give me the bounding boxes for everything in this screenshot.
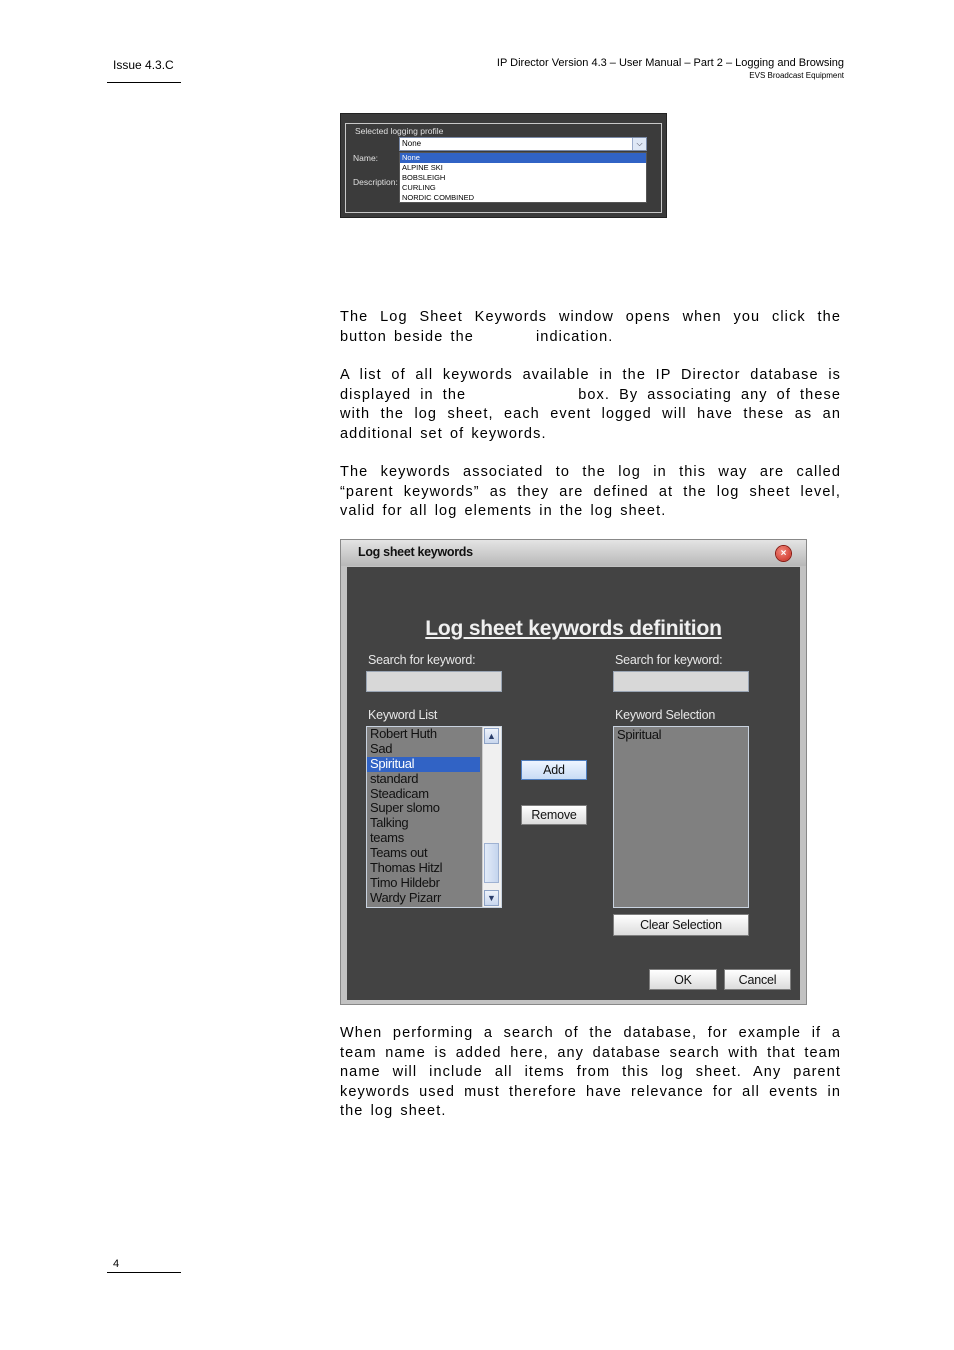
keyword-list[interactable] — [366, 726, 502, 908]
issue-label: Issue 4.3.C — [113, 58, 174, 72]
footer-rule — [107, 1272, 181, 1273]
paragraph-1-end: indication. — [535, 328, 614, 345]
dialog-heading: Log sheet keywords definition — [425, 617, 722, 640]
profile-description-label: Description: — [353, 177, 398, 187]
paragraph-4: When performing a search of the database, for example if a team name is added here, any database search with that team name will include all items from this log sheet. Any parent keywords used must therefore have relevance for all events in the log sheet. — [340, 1025, 841, 1119]
keyword-item[interactable]: teams — [370, 830, 404, 846]
company-name: EVS Broadcast Equipment — [749, 71, 844, 80]
page-number: 4 — [113, 1258, 120, 1270]
paragraph-2-start: A list of all keywords available in the IP Director database is displayed in the — [340, 367, 841, 403]
paragraph-2-end: box. By associating any of these with the log sheet, each event logged will have these as an additional set of keywords. — [340, 386, 841, 442]
add-button[interactable]: Add — [521, 760, 587, 780]
search-right-input[interactable] — [613, 671, 749, 692]
keyword-item[interactable]: Wardy Pizarr — [370, 889, 442, 905]
keyword-item[interactable]: Steadicam — [370, 785, 429, 801]
search-right-label: Search for keyword: — [615, 653, 723, 667]
keyword-item[interactable]: Teams out — [370, 845, 428, 861]
chevron-down-icon[interactable]: ⌵ — [632, 138, 646, 150]
keyword-item[interactable]: Super slomo — [370, 800, 440, 816]
cancel-button[interactable]: Cancel — [724, 969, 791, 990]
dialog-titlebar[interactable] — [341, 540, 806, 566]
keyword-item[interactable]: Sad — [370, 740, 393, 756]
profile-option[interactable]: NORDIC COMBINED — [402, 193, 475, 202]
search-left-input[interactable] — [366, 671, 502, 692]
logging-profile-screenshot — [340, 113, 667, 218]
paragraph-3: The keywords associated to the log in this way are called “parent keywords” as they are defined at the log sheet level, valid for all log elements in the log sheet. — [340, 464, 841, 519]
keyword-selection-list[interactable] — [613, 726, 749, 908]
log-sheet-keywords-dialog — [340, 539, 807, 1005]
profile-option[interactable]: BOBSLEIGH — [402, 173, 446, 182]
dialog-body — [347, 567, 800, 1000]
profile-option[interactable]: ALPINE SKI — [402, 163, 443, 172]
paragraph-1 — [340, 308, 841, 347]
keyword-list-label: Keyword List — [368, 708, 438, 722]
scrollbar-thumb[interactable] — [484, 843, 499, 883]
keyword-item[interactable]: Robert Huth — [370, 726, 437, 741]
close-icon[interactable]: × — [776, 546, 791, 561]
keyword-selection-label: Keyword Selection — [615, 708, 716, 722]
paragraph-1-start: The Log Sheet Keywords window opens when you click the button beside the — [340, 309, 841, 345]
keyword-item[interactable]: Thomas Hitzl — [370, 860, 443, 876]
manual-title: IP Director Version 4.3 – User Manual – Part 2 – Logging and Browsing — [496, 57, 844, 69]
logging-profile-legend: Selected logging profile — [355, 126, 444, 136]
keyword-item[interactable]: Timo Hildebr — [370, 874, 440, 890]
profile-name-label: Name: — [353, 153, 379, 163]
clear-selection-button[interactable]: Clear Selection — [613, 914, 749, 936]
profile-dropdown-list[interactable] — [399, 152, 647, 203]
keyword-list-scrollbar[interactable] — [482, 727, 501, 907]
selected-keyword-item[interactable]: Spiritual — [617, 727, 662, 742]
profile-name-combo[interactable] — [399, 137, 647, 151]
header-rule-left — [107, 82, 181, 83]
scroll-down-icon[interactable]: ▼ — [484, 890, 499, 906]
paragraph-2 — [340, 366, 841, 444]
ok-button[interactable]: OK — [649, 969, 717, 990]
remove-button[interactable]: Remove — [521, 805, 587, 825]
profile-name-value: None — [402, 139, 422, 148]
scroll-up-icon[interactable]: ▲ — [484, 728, 499, 744]
logging-profile-group — [345, 123, 662, 213]
profile-option[interactable]: CURLING — [402, 183, 436, 192]
keyword-item[interactable]: Talking — [370, 815, 409, 831]
keyword-item-selected[interactable]: Spiritual — [367, 757, 480, 772]
profile-option[interactable]: None — [400, 153, 646, 163]
keyword-item[interactable]: standard — [370, 770, 419, 786]
dialog-title: Log sheet keywords — [358, 545, 473, 559]
search-left-label: Search for keyword: — [368, 653, 476, 667]
